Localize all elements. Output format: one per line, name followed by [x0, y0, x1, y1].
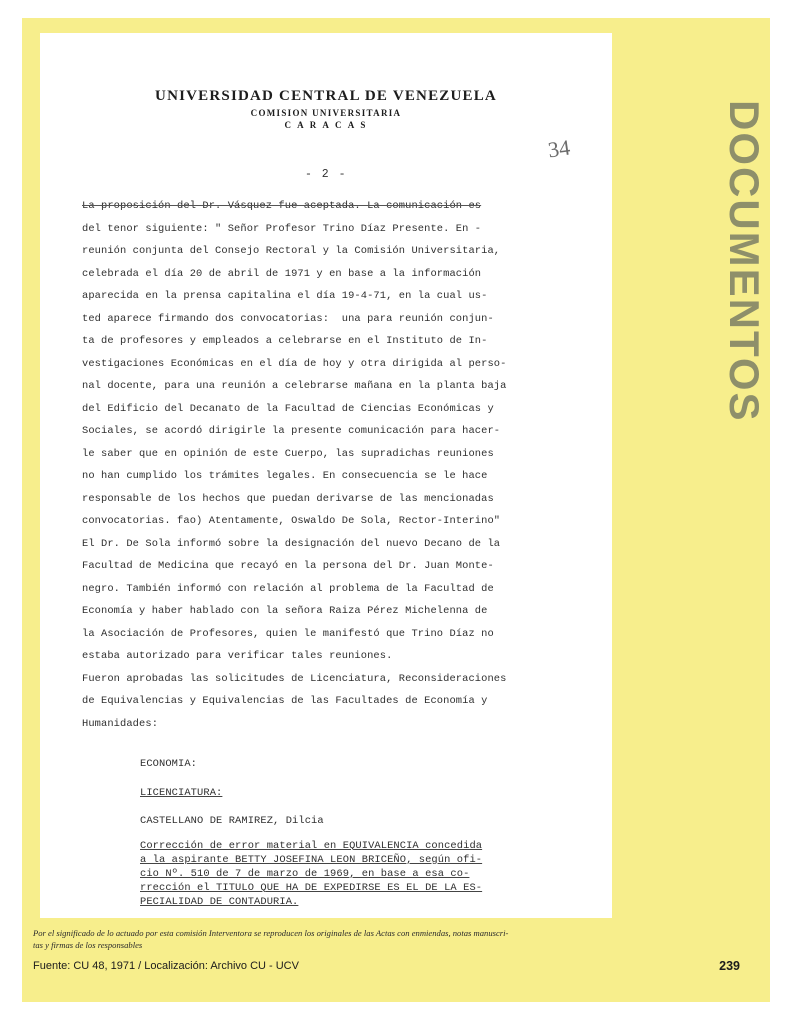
- document-content: [40, 88, 612, 918]
- text-line: aparecida en la prensa capitalina el día 19-4-71, en la cual us-: [82, 290, 488, 302]
- text-line: ted aparece firmando dos convocatorias: una para reunión conjun-: [82, 312, 494, 325]
- text-line: la Asociación de Profesores, quien le manifestó que Trino Díaz no: [82, 627, 494, 640]
- text-line: reunión conjunta del Consejo Rectoral y la Comisión Universitaria,: [82, 245, 501, 257]
- text-line: del Edificio del Decanato de la Facultad de Ciencias Económicas y: [82, 402, 494, 415]
- text-line: estaba autorizado para verificar tales reuniones.: [82, 650, 393, 662]
- text-line: La proposición del Dr. Vásquez fue aceptada. La comunicación es: [82, 200, 482, 212]
- text-line: El Dr. De Sola informó sobre la designación del nuevo Decano de la: [82, 537, 501, 550]
- caption-line: Por el significado de lo actuado por esta comisión Interventora se reproducen los originales de las Actas con enmiendas, notas manuscri-: [33, 928, 509, 938]
- body-name: COMISION UNIVERSITARIA: [250, 108, 402, 118]
- document-header: [40, 88, 612, 130]
- page-number: 239: [719, 959, 740, 973]
- caption-note: [33, 928, 593, 951]
- subsection-heading: LICENCIATURA:: [140, 786, 223, 799]
- text-line: de Equivalencias y Equivalencias de las Facultades de Economía y: [82, 695, 488, 707]
- paragraph-1: [40, 195, 612, 668]
- text-line: cio Nº. 510 de 7 de marzo de 1969, en base a esa co-: [140, 867, 470, 880]
- text-line: del tenor siguiente: " Señor Profesor Trino Díaz Presente. En -: [82, 222, 482, 235]
- paragraph-2: [40, 668, 612, 736]
- text-line: Fueron aprobadas las solicitudes de Licenciatura, Reconsideraciones: [82, 672, 507, 685]
- section-side-label: DOCUMENTOS: [721, 100, 768, 423]
- text-line: celebrada el día 20 de abril de 1971 y en base a la información: [82, 267, 482, 280]
- text-line: nal docente, para una reunión a celebrarse mañana en la planta baja: [82, 380, 507, 392]
- text-line: no han cumplido los trámites legales. En consecuencia se le hace: [82, 470, 488, 482]
- text-line: Facultad de Medicina que recayó en la persona del Dr. Juan Monte-: [82, 560, 494, 572]
- text-line: negro. También informó con relación al problema de la Facultad de: [82, 582, 494, 595]
- faculty-heading: ECONOMIA:: [140, 758, 198, 770]
- text-line: responsable de los hechos que puedan derivarse de las mencionadas: [82, 492, 494, 505]
- text-line: a la aspirante BETTY JOSEFINA LEON BRICEÑO, según ofi-: [140, 853, 483, 866]
- entry-name: CASTELLANO DE RAMIREZ, Dilcia: [140, 815, 324, 827]
- text-line: Sociales, se acordó dirigirle la presente comunicación para hacer-: [82, 425, 501, 437]
- correction-note: [40, 839, 612, 909]
- text-line: Humanidades:: [82, 717, 159, 730]
- handwritten-folio-mark: 34: [546, 134, 572, 163]
- text-line: rrección el TITULO QUE HA DE EXPEDIRSE ES EL DE LA ES-: [140, 881, 483, 894]
- section-block: [40, 753, 612, 833]
- text-line: ta de profesores y empleados a celebrarse en el Instituto de In-: [82, 335, 488, 347]
- text-line: le saber que en opinión de este Cuerpo, las supradichas reuniones: [82, 447, 494, 460]
- text-line: Corrección de error material en EQUIVALENCIA concedida: [140, 839, 483, 852]
- text-line: vestigaciones Económicas en el día de hoy y otra dirigida al perso-: [82, 357, 507, 370]
- text-line: PECIALIDAD DE CONTADURIA.: [140, 895, 299, 908]
- institution-name: UNIVERSIDAD CENTRAL DE VENEZUELA: [155, 88, 497, 104]
- caption-line: tas y firmas de los responsables: [33, 939, 143, 950]
- source-reference: Fuente: CU 48, 1971 / Localización: Archivo CU - UCV: [33, 960, 299, 972]
- document-page-marker: - 2 -: [304, 168, 347, 181]
- city-name: C A R A C A S: [284, 120, 368, 130]
- document-scan: [40, 33, 612, 918]
- text-line: convocatorias. fao) Atentamente, Oswaldo De Sola, Rector-Interino": [82, 515, 501, 527]
- text-line: Economía y haber hablado con la señora Raiza Pérez Michelenna de: [82, 605, 488, 617]
